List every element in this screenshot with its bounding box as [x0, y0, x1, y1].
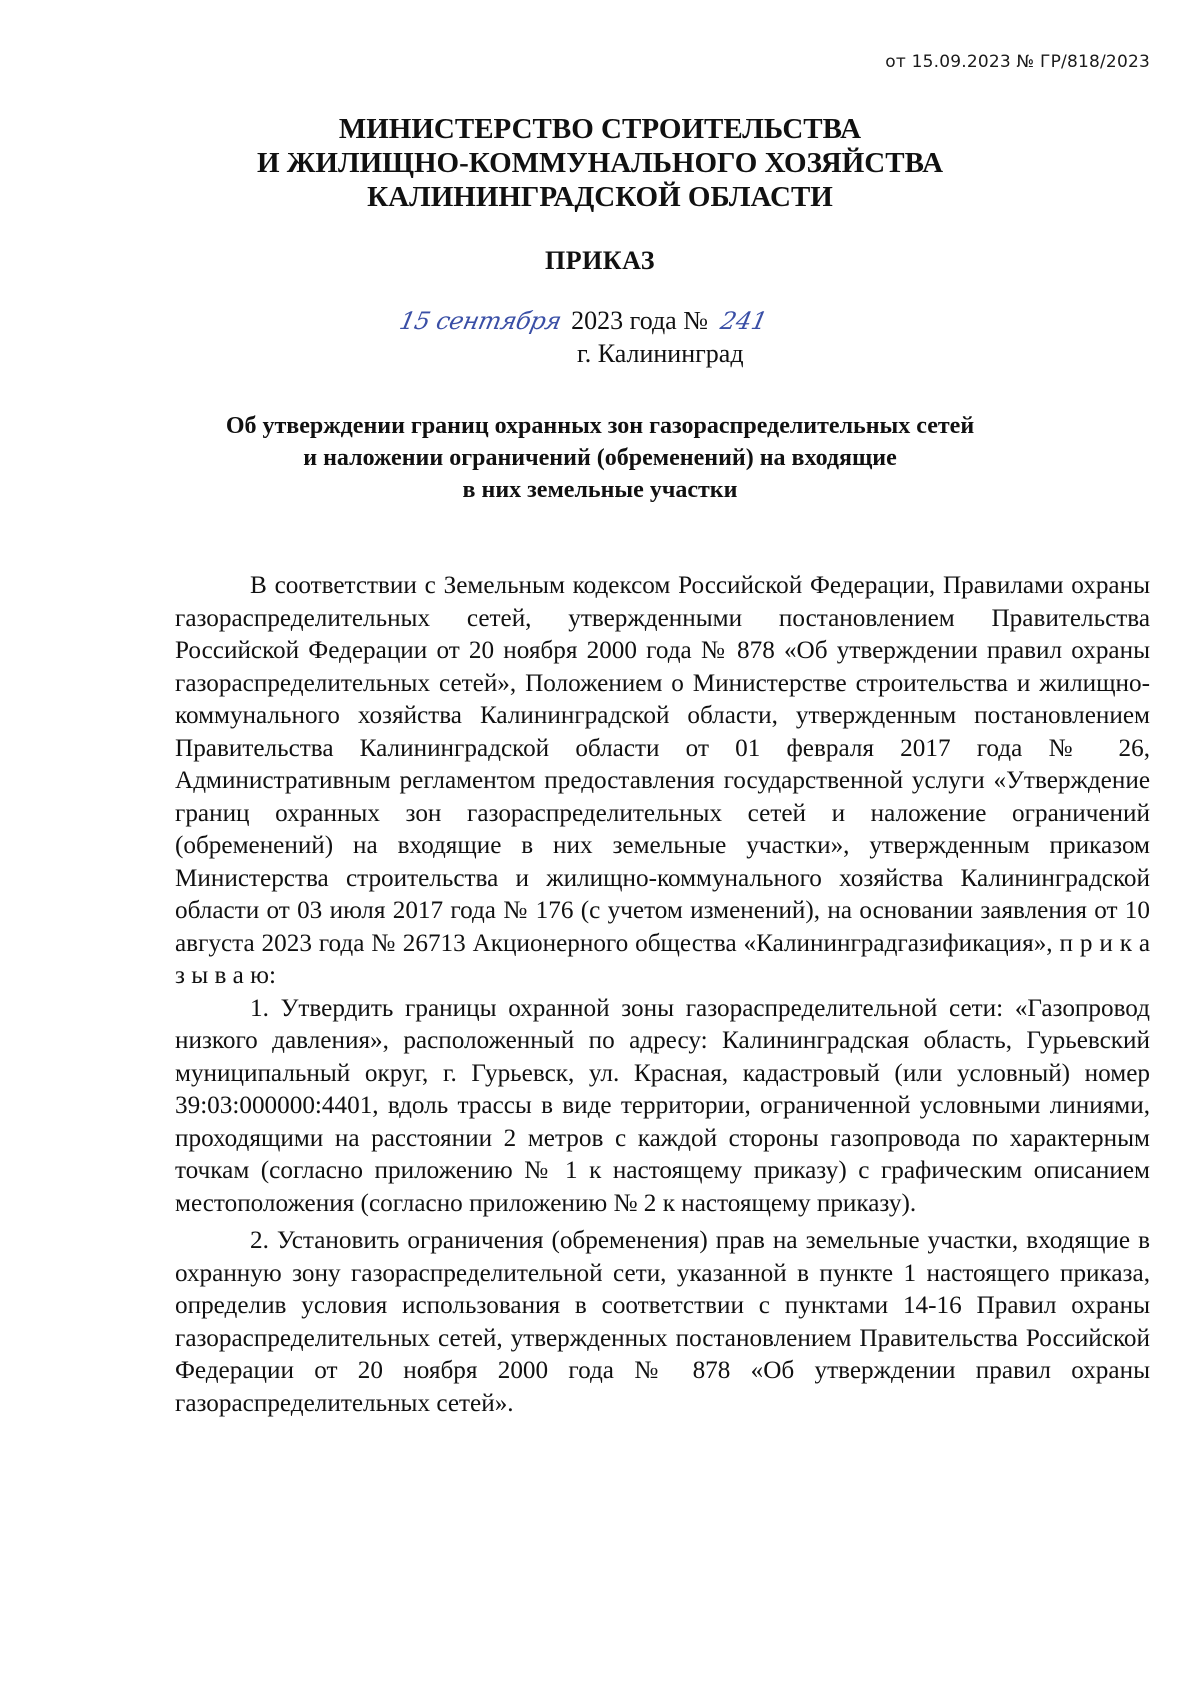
ministry-header: [0, 112, 1200, 214]
ministry-line: И ЖИЛИЩНО-КОММУНАЛЬНОГО ХОЗЯЙСТВА: [256, 147, 944, 179]
subject-line: в них земельные участки: [462, 477, 738, 503]
handwritten-order-number: 241: [717, 307, 770, 335]
subject-line: Об утверждении границ охранных зон газораспределительных сетей: [225, 413, 975, 439]
order-subject: [0, 410, 1200, 506]
dateline-printed: 2023 года №: [571, 306, 709, 335]
ministry-line: КАЛИНИНГРАДСКОЙ ОБЛАСТИ: [367, 181, 833, 213]
clause-paragraph-1: 1. Утвердить границы охранной зоны газораспределительной сети: «Газопровод низкого давления», расположенный по адресу: Калининградская область, Гурьевский муниципальный округ, г. Гурьевск, ул. Красная, кадастровый (или условный) номер 39:03:000000:4401, вдоль трассы в виде территории, ограниченной условными линиями, проходящими на расстоянии 2 метров с каждой стороны газопровода по характерным точкам (согласно приложению № 1 к настоящему приказу) с графическим описанием местоположения (согласно приложению № 2 к настоящему приказу).: [175, 994, 1150, 1217]
handwritten-date: 15 сентября: [397, 307, 564, 335]
order-city: г. Калининград: [577, 339, 744, 368]
order-dateline: [397, 306, 770, 336]
preamble-paragraph: В соответствии с Земельным кодексом Российской Федерации, Правилами охраны газораспределительных сетей, утвержденными постановлением Правительства Российской Федерации от 20 ноября 2000 года № 878 «Об утверждении правил охраны газораспределительных сетей», Положением о Министерстве строительства и жилищно-коммунального хозяйства Калининградской области, утвержденным постановлением Правительства Калининградской области от 01 февраля 2017 года № 26, Административным регламентом предоставления государственной услуги «Утверждение границ охранных зон газораспределительных сетей и наложение ограничений (обременений) на входящие в них земельные участки», утвержденным приказом Министерства строительства и жилищно-коммунального хозяйства Калининградской области от 03 июля 2017 года № 176 (с учетом изменений), на основании заявления от 10 августа 2023 года № 26713 Акционерного общества «Калининградгазификация», п р и к а з ы в а ю:: [175, 572, 1150, 989]
clause-paragraph-2: 2. Установить ограничения (обременения) прав на земельные участки, входящие в охранную зону газораспределительной сети, указанной в пункте 1 настоящего приказа, определив условия использования в соответствии с пунктами 14-16 Правил охраны газораспределительных сетей, утвержденных постановлением Правительства Российской Федерации от 20 ноября 2000 года № 878 «Об утверждении правил охраны газораспределительных сетей».: [175, 1227, 1150, 1417]
document-type: ПРИКАЗ: [544, 246, 656, 275]
order-body: [175, 570, 1150, 1420]
registration-number: от 15.09.2023 № ГР/818/2023: [885, 52, 1150, 72]
ministry-line: МИНИСТЕРСТВО СТРОИТЕЛЬСТВА: [338, 113, 862, 145]
subject-line: и наложении ограничений (обременений) на входящие: [303, 445, 897, 471]
